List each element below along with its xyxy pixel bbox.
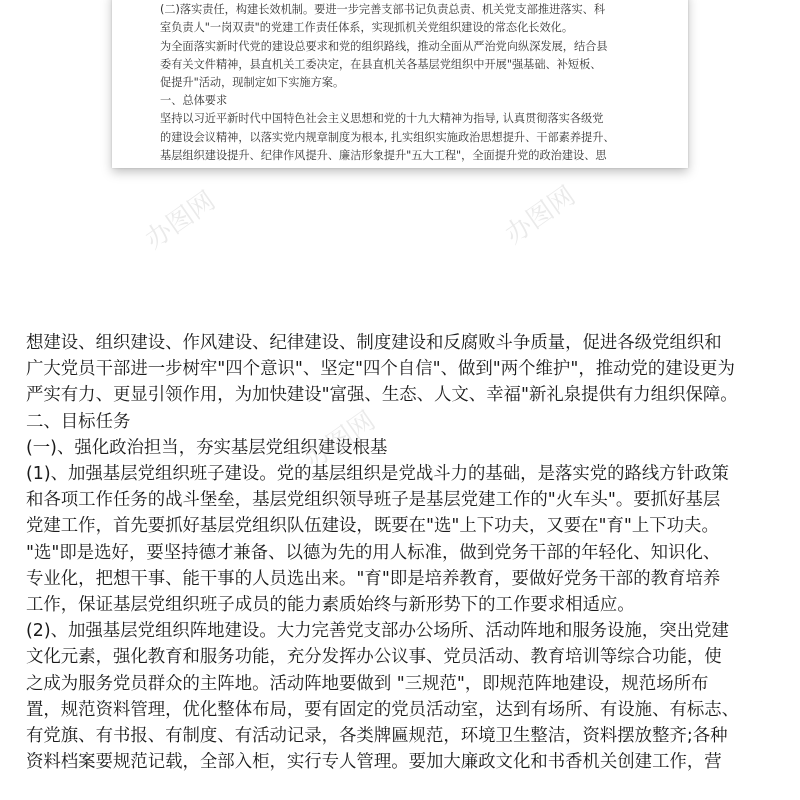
watermark: 办图网 (299, 405, 381, 476)
body-line: 党建工作，首先要抓好基层党组织队伍建设，既要在"选"上下功夫，又要在"育"上下功夫。 (26, 516, 719, 537)
body-line: (2)、加强基层党组织阵地建设。大力完善党支部办公场所、活动阵地和服务设施，突出党建 (26, 621, 729, 642)
body-line: 置，规范资料管理，优化整体布局，要有固定的党员活动室，达到有场所、有设施、有标志、 (26, 699, 740, 720)
preview-line: 为全面落实新时代党的建设总要求和党的组织路线，推动全面从严治党向纵深发展，结合县 (160, 39, 608, 53)
preview-line: 促提升"活动，现制定如下实施方案。 (160, 76, 345, 90)
body-line: 文化元素，强化教育和服务功能，充分发挥办公议事、党员活动、教育培训等综合功能，使 (26, 647, 722, 668)
preview-line: 坚持以习近平新时代中国特色社会主义思想和党的十九大精神为指导, 认真贯彻落实各级党 (160, 112, 604, 126)
body-line: (1)、加强基层党组织班子建设。党的基层组织是党战斗力的基础，是落实党的路线方针政策 (26, 464, 729, 485)
body-line: 广大党员干部进一步树牢"四个意识"、坚定"四个自信"、做到"两个维护"，推动党的建设更为 (26, 359, 735, 380)
body-line: 和各项工作任务的战斗堡垒，基层党组织领导班子是基层党建工作的"火车头"。要抓好基层 (26, 490, 721, 511)
preview-line: 基层组织建设提升、纪律作风提升、廉洁形象提升"五大工程"，全面提升党的政治建设、思 (160, 148, 607, 162)
preview-line: 一、总体要求 (160, 94, 228, 108)
body-line: 严实有力、更显引领作用，为加快建设"富强、生态、人文、幸福"新礼泉提供有力组织保障。 (26, 385, 738, 406)
watermark: 办图网 (499, 180, 581, 251)
preview-line: 委有关文件精神，县直机关工委决定，在县直机关各基层党组织中开展"强基础、补短板、 (160, 57, 602, 71)
preview-text (160, 0, 660, 165)
body-line: 资料档案要规范记载，全部入柜，实行专人管理。要加大廉政文化和书香机关创建工作，营 (26, 752, 722, 773)
preview-line: 的建设会议精神，以落实党内规章制度为根本, 扎实组织实施政治思想提升、干部素养提升、 (160, 130, 615, 144)
watermark: 办图网 (139, 185, 221, 256)
subsection-heading: (一)、强化政治担当，夯实基层党组织建设根基 (26, 437, 388, 458)
body-line: 之成为服务党员群众的主阵地。活动阵地要做到 "三规范"，即规范阵地建设，规范场所布 (26, 673, 709, 694)
preview-band (0, 0, 800, 300)
document-preview-page (112, 0, 688, 168)
body-line: 有党旗、有书报、有制度、有活动记录，各类牌匾规范，环境卫生整洁，资料摆放整齐;各种 (26, 726, 728, 747)
preview-line: 室负责人"一岗双责"的党建工作责任体系，实现抓机关党组织建设的常态化长效化。 (160, 21, 574, 35)
section-heading: 二、目标任务 (26, 411, 131, 432)
preview-line: (二)落实责任，构建长效机制。要进一步完善支部书记负责总责、机关党支部推进落实、科 (160, 3, 606, 17)
body-line: "选"即是选好，要坚持德才兼备、以德为先的用人标准，做到党务干部的年轻化、知识化、 (26, 542, 721, 563)
body-line: 想建设、组织建设、作风建设、纪律建设、制度建设和反腐败斗争质量，促进各级党组织和 (26, 333, 722, 353)
document-body (26, 330, 776, 775)
body-line: 工作，保证基层党组织班子成员的能力素质始终与新形势下的工作要求相适应。 (26, 595, 635, 616)
body-line: 专业化，把想干事、能干事的人员选出来。"育"即是培养教育，要做好党务干部的教育培养 (26, 568, 721, 589)
